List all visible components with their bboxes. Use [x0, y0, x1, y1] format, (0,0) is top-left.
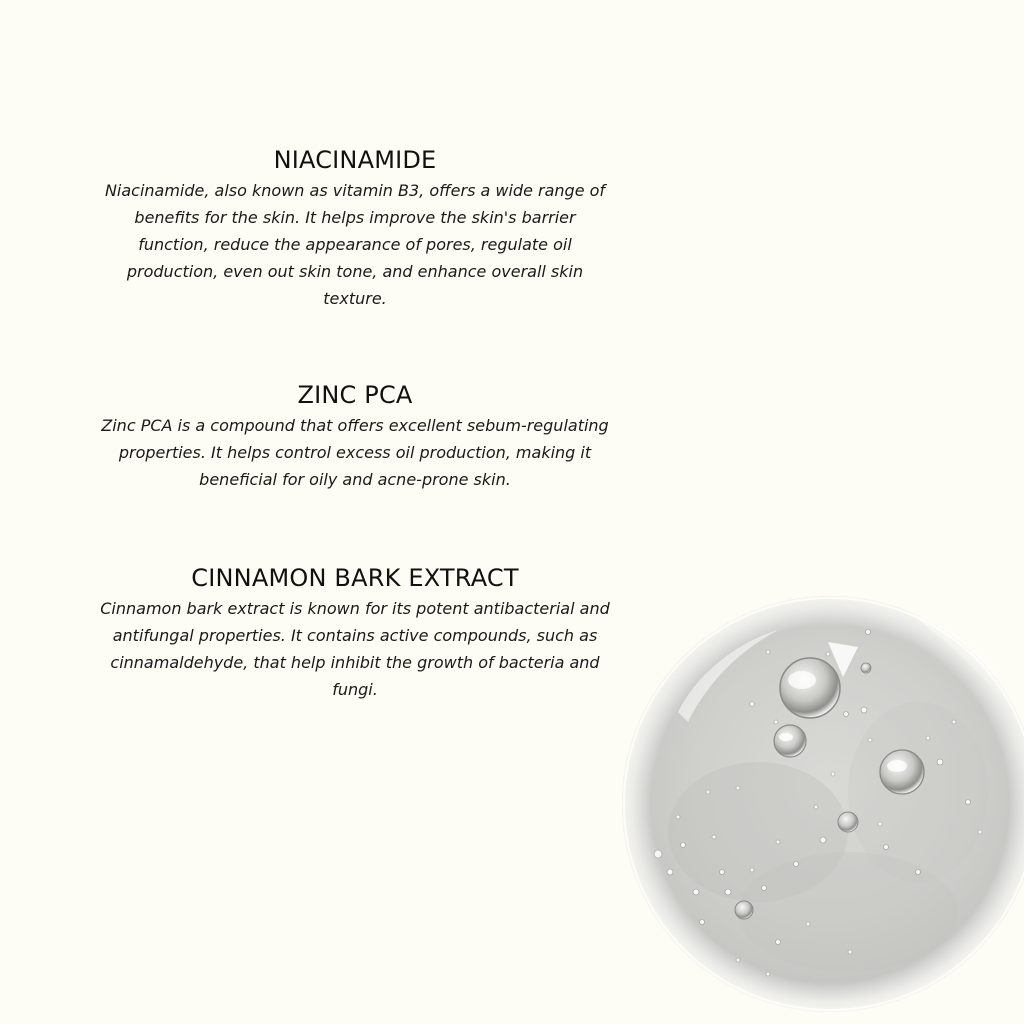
ingredient-title: CINNAMON BARK EXTRACT — [191, 564, 519, 592]
ingredient-cinnamon-bark-extract — [100, 563, 610, 703]
ingredient-title: NIACINAMIDE — [273, 146, 437, 174]
ingredient-description: Cinnamon bark extract is known for its potent antibacterial and antifungal properties. It contains active compounds, such as cinnamaldehyde, that help inhibit the growth of bacteria and fungi. — [100, 599, 610, 699]
ingredient-niacinamide — [100, 145, 610, 312]
ingredient-title: ZINC PCA — [297, 381, 413, 409]
serum-drop-image — [618, 592, 1024, 1012]
bubble-large — [780, 658, 840, 718]
ingredient-description: Zinc PCA is a compound that offers excellent sebum-regulating properties. It helps control excess oil production, making it beneficial for oily and acne-prone skin. — [101, 416, 609, 489]
ingredient-zinc-pca — [100, 380, 610, 493]
ingredient-description: Niacinamide, also known as vitamin B3, offers a wide range of benefits for the skin. It helps improve the skin's barrier function, reduce the appearance of pores, regulate oil production, even out skin tone, and enhance overall skin texture. — [104, 181, 606, 308]
